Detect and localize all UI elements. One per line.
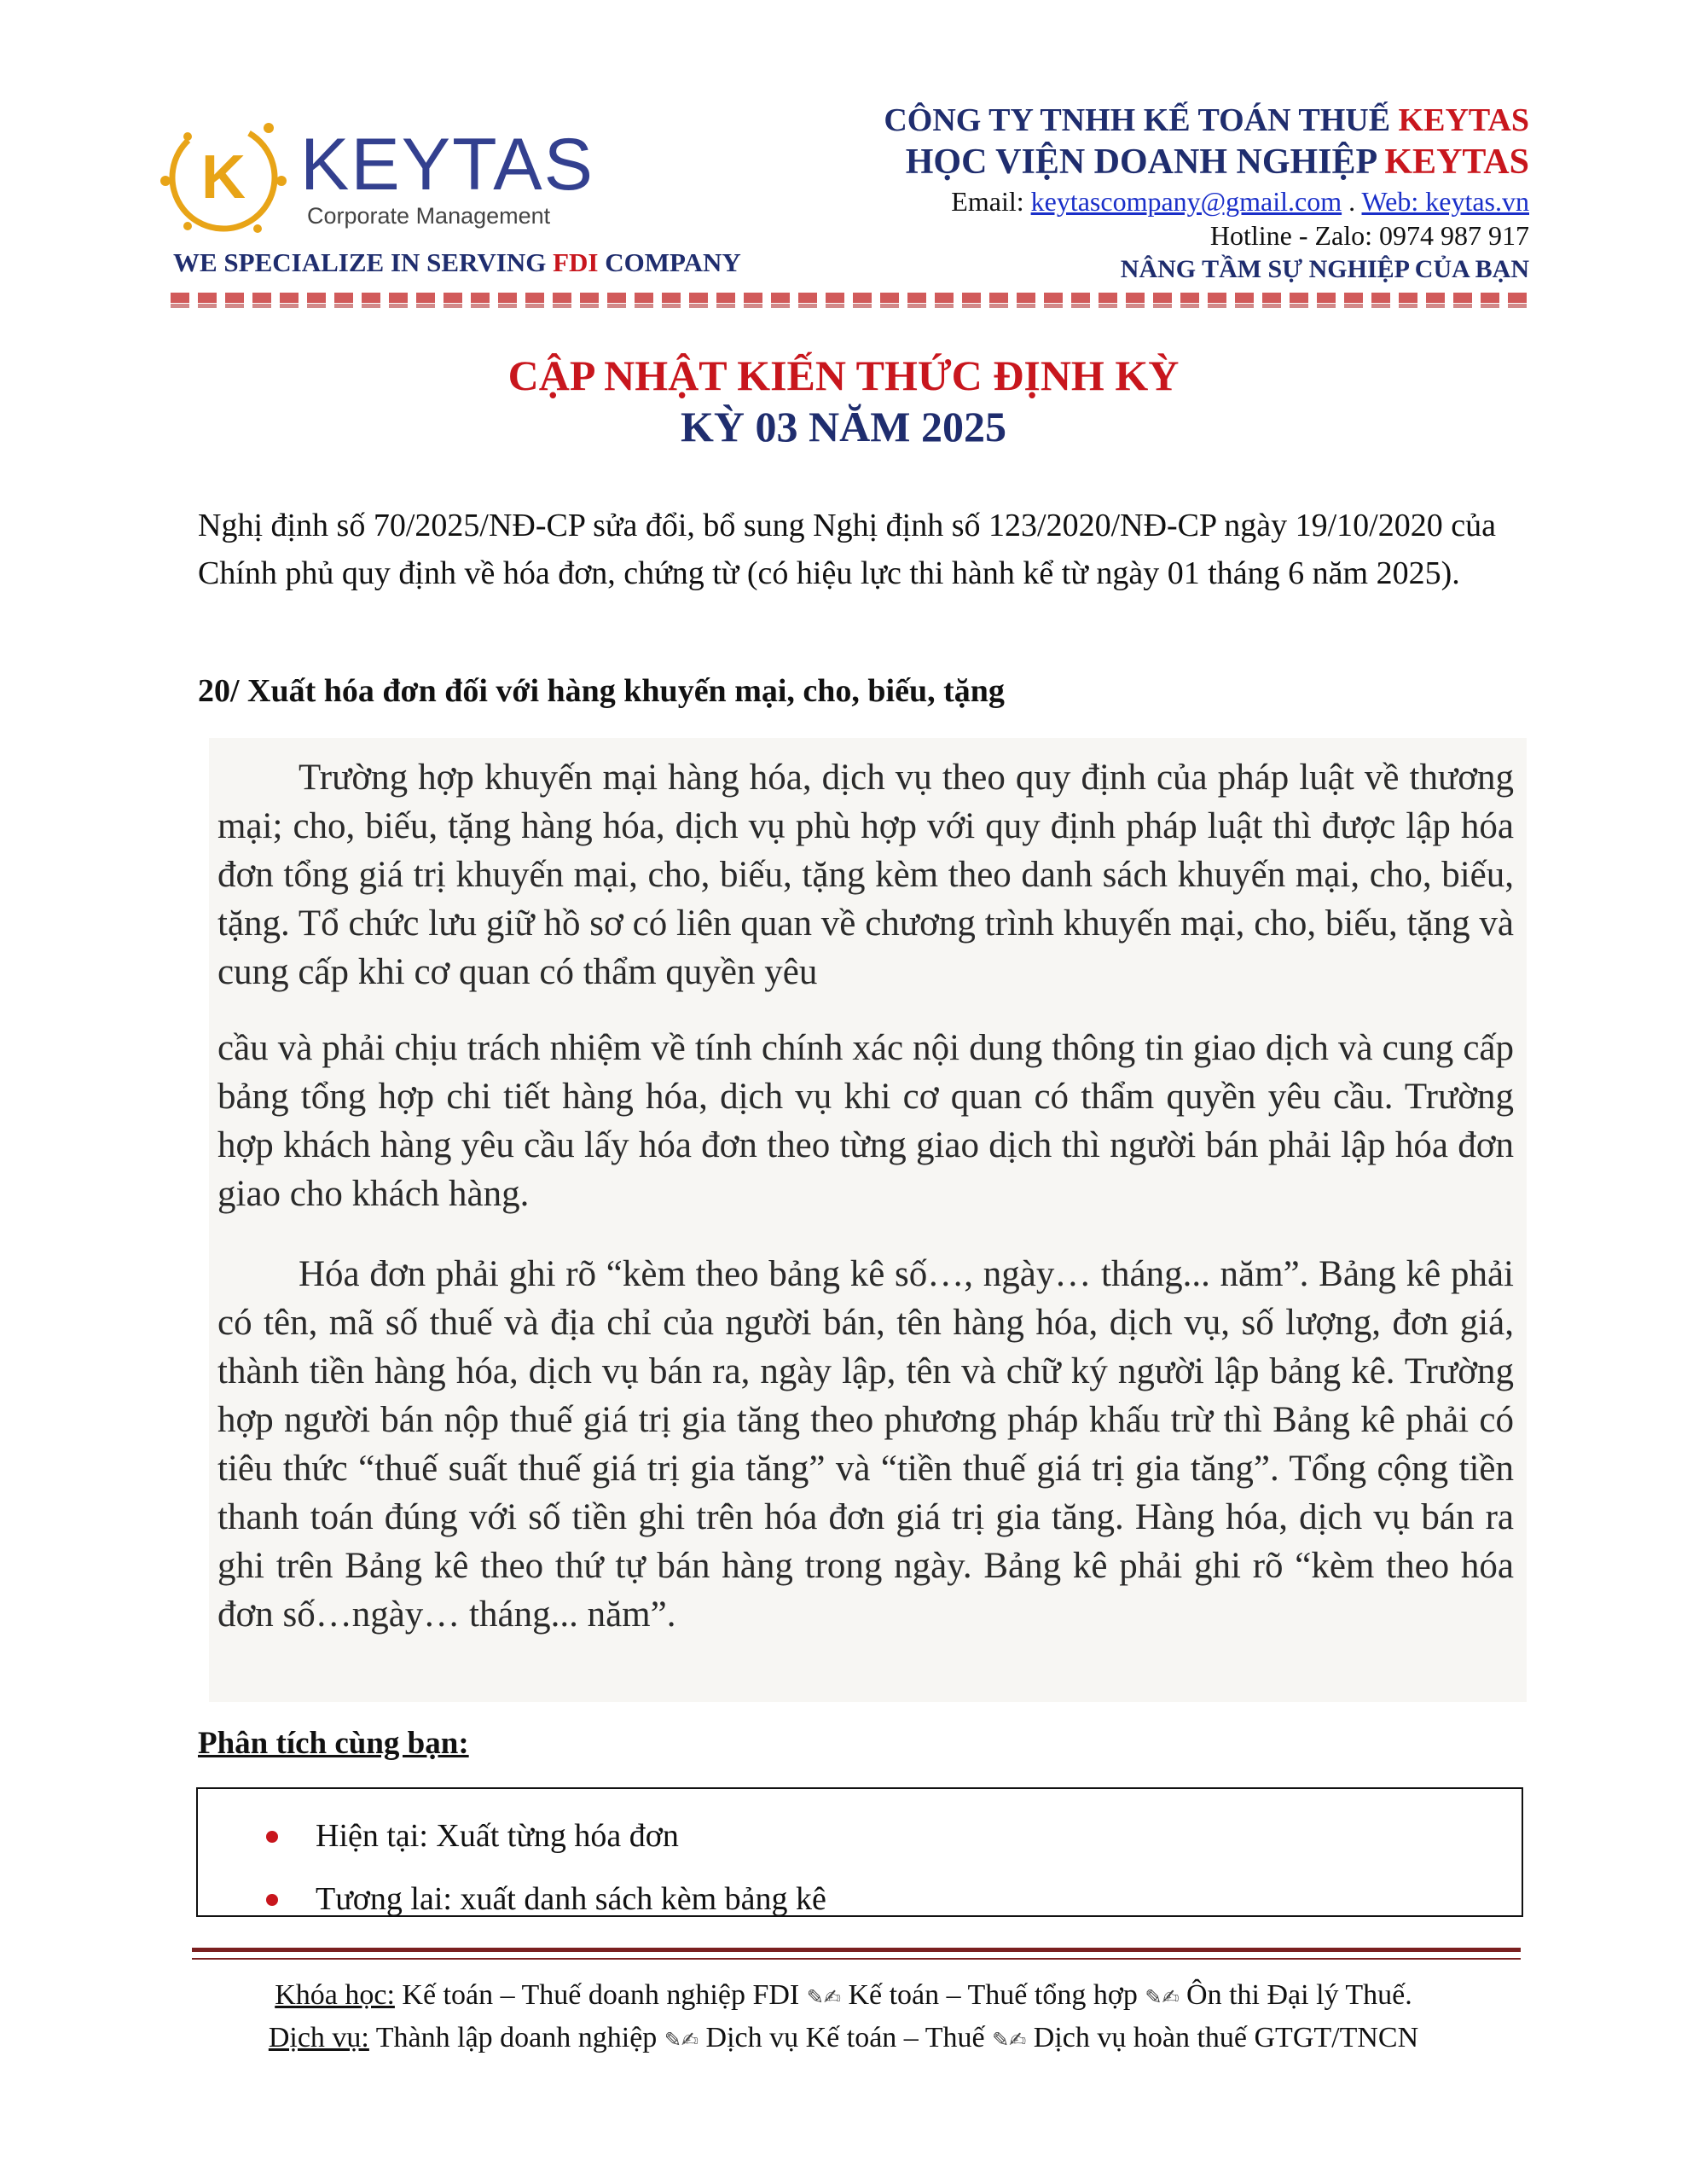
document-title: CẬP NHẬT KIẾN THỨC ĐỊNH KỲ: [507, 351, 1180, 399]
header-slogan: WE SPECIALIZE IN SERVING FDI COMPANY: [173, 247, 741, 277]
regulation-excerpt-scan: [209, 738, 1527, 1702]
excerpt-paragraph-1: Trường hợp khuyến mại hàng hóa, dịch vụ theo quy định của pháp luật về thương mại; cho, biếu, tặng hàng hóa, dịch vụ phù hợp với quy định pháp luật thì được lập hóa đơn tổng giá trị khuyến mại, cho, biếu, tặng kèm theo danh sách khuyến mại, cho, biếu, tặng. Tổ chức lưu giữ hồ sơ có liên quan về chương trình khuyến mại, cho, biếu, tặng và cung cấp khi cơ quan có thẩm quyền yêu: [217, 758, 1514, 992]
footer-divider: [192, 1948, 1521, 1952]
excerpt-paragraph-2: cầu và phải chịu trách nhiệm về tính chính xác nội dung thông tin giao dịch và cung cấp bảng tổng hợp chi tiết hàng hóa, dịch vụ khi cơ quan có thẩm quyền yêu cầu. Trường hợp khách hàng yêu cầu lấy hóa đơn theo từng giao dịch thì người bán phải lập hóa đơn giao cho khách hàng.: [217, 1028, 1514, 1214]
contact-line: Email: keytascompany@gmail.com . Web: keytas.vn: [951, 186, 1529, 217]
list-item: Hiện tại: Xuất từng hóa đơn: [266, 1804, 826, 1867]
motto: NÂNG TẦM SỰ NGHIỆP CỦA BẠN: [1120, 255, 1529, 283]
logo-wordmark: KEYTAS: [300, 124, 594, 206]
footer: [0, 1975, 1687, 2060]
header-divider: [171, 293, 1527, 303]
document-subtitle: KỲ 03 NĂM 2025: [681, 403, 1006, 450]
excerpt-paragraph-3: Hóa đơn phải ghi rõ “kèm theo bảng kê số…, ngày… tháng... năm”. Bảng kê phải có tên, mã số thuế và địa chỉ của người bán, tên hàng hóa, dịch vụ, số lượng, đơn giá, thành tiền hàng hóa, dịch vụ bán ra, ngày lập, tên và chữ ký người lập bảng kê. Trường hợp người bán nộp thuế giá trị gia tăng theo phương pháp khấu trừ thì Bảng kê phải có tiêu thức “thuế suất thuế giá trị gia tăng” và “tiền thuế giá trị gia tăng”. Tổng cộng tiền thanh toán đúng với số tiền ghi trên hóa đơn giá trị gia tăng. Hàng hóa, dịch vụ bán ra ghi trên Bảng kê theo thứ tự bán hàng trong ngày. Bảng kê phải ghi rõ “kèm theo hóa đơn số…ngày… tháng... năm”.: [217, 1254, 1514, 1635]
analysis-heading: Phân tích cùng bạn:: [198, 1726, 469, 1761]
bullet-icon: [266, 1831, 278, 1843]
logo-k-circle-icon: [154, 102, 307, 256]
svg-text:K: K: [201, 143, 246, 212]
pencil-pair-icon: ✎✍: [992, 2028, 1027, 2052]
section-heading: 20/ Xuất hóa đơn đối với hàng khuyến mại, cho, biếu, tặng: [198, 673, 1005, 709]
company-name: CÔNG TY TNHH KẾ TOÁN THUẾ KEYTAS: [884, 102, 1529, 138]
analysis-list: [266, 1804, 826, 1931]
pencil-pair-icon: ✎✍: [1145, 1985, 1180, 2009]
academy-name: HỌC VIỆN DOANH NGHIỆP KEYTAS: [905, 142, 1529, 182]
footer-services: Dịch vụ: Thành lập doanh nghiệp ✎✍ Dịch vụ Kế toán – Thuế ✎✍ Dịch vụ hoàn thuế GTGT/TNCN: [268, 2022, 1419, 2053]
web-link[interactable]: Web: keytas.vn: [1361, 186, 1529, 217]
header-divider-shadow: [171, 304, 1527, 308]
footer-divider-thin: [192, 1958, 1521, 1960]
email-link[interactable]: keytascompany@gmail.com: [1030, 186, 1342, 217]
list-item: Tương lai: xuất danh sách kèm bảng kê: [266, 1867, 826, 1931]
intro-paragraph: Nghị định số 70/2025/NĐ-CP sửa đổi, bổ sung Nghị định số 123/2020/NĐ-CP ngày 19/10/2020 của Chính phủ quy định về hóa đơn, chứng từ (có hiệu lực thi hành kể từ ngày 01 tháng 6 năm 2025).: [198, 508, 1496, 591]
bullet-icon: [266, 1894, 278, 1906]
logo-tagline: Corporate Management: [307, 203, 551, 229]
analysis-box: [196, 1787, 1523, 1917]
company-info: [884, 101, 1529, 287]
pencil-pair-icon: ✎✍: [806, 1985, 841, 2009]
pencil-pair-icon: ✎✍: [664, 2028, 699, 2052]
hotline: Hotline - Zalo: 0974 987 917: [1209, 220, 1529, 251]
footer-courses: Khóa học: Kế toán – Thuế doanh nghiệp FDI ✎✍ Kế toán – Thuế tổng hợp ✎✍ Ôn thi Đại lý Thuế.: [275, 1979, 1412, 2011]
